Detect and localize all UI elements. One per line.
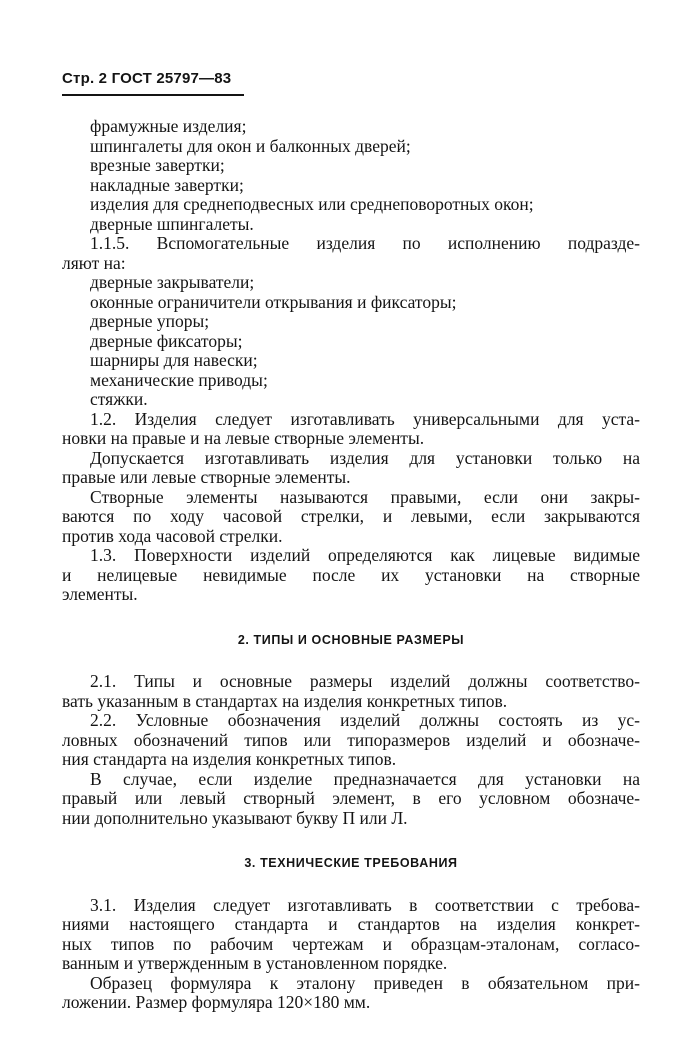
- header-rule: [62, 94, 244, 96]
- paragraph-1-1-5: [62, 234, 640, 273]
- text-line: ниями настоящего стандарта и стандартов на изделия конкрет-: [62, 914, 640, 934]
- paragraph-2-2-marking: [62, 770, 640, 829]
- list-item: шпингалеты для окон и балконных дверей;: [90, 135, 411, 156]
- text-line: ляют на:: [62, 252, 126, 273]
- list-item: накладные завертки;: [90, 174, 244, 195]
- list-item: фрамужные изделия;: [90, 116, 247, 136]
- list-item: изделия для среднеподвесных или среднеповоротных окон;: [90, 194, 534, 214]
- list-item: врезные завертки;: [90, 155, 225, 175]
- text-line: вать указанным в стандартах на изделия конкретных типов.: [62, 690, 508, 711]
- list-item: шарниры для навески;: [90, 350, 258, 370]
- paragraph-2-1: [62, 672, 640, 711]
- text-line: ловных обозначений типов или типоразмеров изделий и обозначе-: [62, 729, 640, 750]
- text-line: 1.3. Поверхности изделий определяются как лицевые видимые: [90, 545, 640, 565]
- text-line: новки на правые и на левые створные элементы.: [62, 428, 425, 448]
- list-item: дверные шпингалеты.: [90, 213, 254, 234]
- text-line: против хода часовой стрелки.: [62, 525, 283, 546]
- spacer: [62, 828, 640, 854]
- document-body: [62, 117, 640, 1013]
- text-line: ваются по ходу часовой стрелки, и левыми, если закрываются: [62, 506, 640, 526]
- text-line: 2.2. Условные обозначения изделий должны состоять из ус-: [90, 710, 640, 730]
- text-line: нии дополнительно указывают букву П или Л.: [62, 807, 408, 828]
- text-line: Створные элементы называются правыми, если они закры-: [90, 486, 640, 507]
- text-line: элементы.: [62, 584, 138, 604]
- list-item: дверные фиксаторы;: [90, 330, 243, 351]
- list-item: механические приводы;: [90, 369, 268, 390]
- paragraph-1-2-definition: [62, 488, 640, 547]
- list-item: оконные ограничители открывания и фиксаторы;: [90, 291, 457, 312]
- text-line: 2.1. Типы и основные размеры изделий должны соответство-: [90, 671, 640, 691]
- section-heading-3: 3. ТЕХНИЧЕСКИЕ ТРЕБОВАНИЯ: [244, 856, 458, 870]
- page-header: Стр. 2 ГОСТ 25797—83: [62, 70, 232, 87]
- list-item: дверные закрыватели;: [90, 272, 255, 292]
- text-line: правый или левый створный элемент, в его условном обозначе-: [62, 788, 640, 808]
- paragraph-3-1: [62, 896, 640, 974]
- text-line: 1.2. Изделия следует изготавливать универсальными для уста-: [90, 408, 640, 429]
- spacer: [62, 874, 640, 896]
- text-line: 1.1.5. Вспомогательные изделия по исполнению подразде-: [90, 233, 640, 253]
- text-line: 3.1. Изделия следует изготавливать в соответствии с требова-: [90, 894, 640, 915]
- text-line: Допускается изготавливать изделия для установки только на: [90, 447, 640, 468]
- list-item: дверные упоры;: [90, 311, 210, 331]
- spacer: [62, 605, 640, 631]
- list-block-1: [62, 117, 640, 234]
- text-line: ванным и утвержденным в установленном порядке.: [62, 953, 448, 973]
- paragraph-1-3: [62, 546, 640, 605]
- text-line: Образец формуляра к эталону приведен в обязательном при-: [90, 972, 640, 993]
- text-line: ложении. Размер формуляра 120×180 мм.: [62, 992, 371, 1012]
- text-line: и нелицевые невидимые после их установки на створные: [62, 564, 640, 585]
- text-line: ния стандарта на изделия конкретных типов.: [62, 749, 397, 769]
- paragraph-1-2: [62, 410, 640, 449]
- paragraph-3-1-form: [62, 974, 640, 1013]
- text-line: В случае, если изделие предназначается для установки на: [90, 768, 640, 789]
- spacer: [62, 650, 640, 672]
- section-heading-2: 2. ТИПЫ И ОСНОВНЫЕ РАЗМЕРЫ: [237, 632, 465, 647]
- paragraph-2-2: [62, 711, 640, 770]
- paragraph-1-2-allowance: [62, 449, 640, 488]
- text-line: ных типов по рабочим чертежам и образцам-эталонам, согласо-: [62, 933, 640, 954]
- text-line: правые или левые створные элементы.: [62, 467, 351, 487]
- list-item: стяжки.: [90, 389, 148, 409]
- list-block-2: [62, 273, 640, 410]
